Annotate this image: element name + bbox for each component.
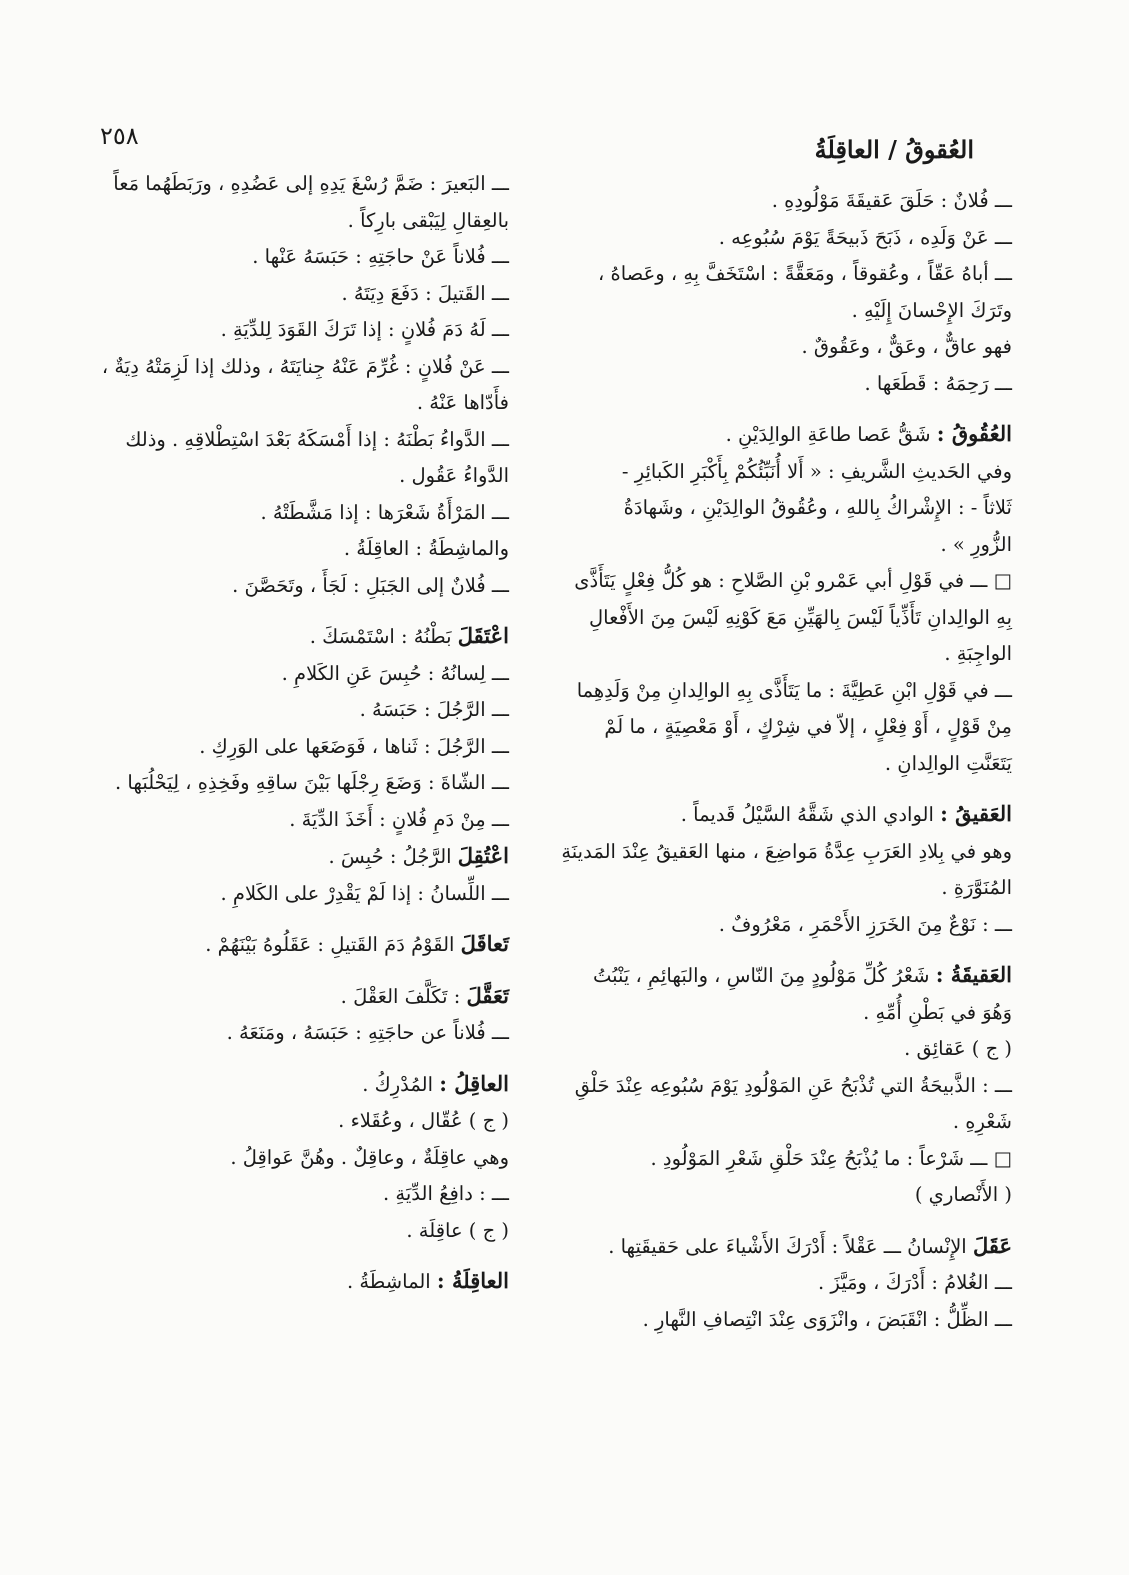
definition-text: وَهُوَ في بَطْنِ أُمِّهِ . xyxy=(863,1000,1012,1024)
definition-text: ـــ فُلاناً عن حاجَتِهِ : حَبَسَهُ ، ومَنَعَهُ . xyxy=(226,1021,509,1044)
headword: تَعَقَّلَ xyxy=(466,982,509,1008)
definition-text: بالعِقالِ لِيَبْقى بارِكاً . xyxy=(347,208,509,232)
definition-text: ـــ فُلانٌ إلى الجَبَلِ : لَجَأَ ، وتَحَصَّنَ . xyxy=(232,573,509,597)
definition-text: ـــ في قَوْلِ ابْنِ عَطِيَّةَ : ما يَتَأَذَّى بِهِ الوالِدانِ مِنْ وَلَدِهِما xyxy=(576,678,1012,702)
dictionary-line xyxy=(542,957,1012,995)
definition-text: والماشِطَةُ : العاقِلَةُ . xyxy=(343,537,509,560)
definition-text: وتَرَكَ الإِحْسانَ إِلَيْهِ . xyxy=(851,298,1012,322)
dictionary-line xyxy=(542,416,1012,454)
definition-text: : تَكَلَّفَ العَقْلَ . xyxy=(340,984,467,1008)
definition-text: ـــ الغُلامُ : أَدْرَكَ ، ومَيَّزَ . xyxy=(818,1271,1012,1294)
dictionary-line xyxy=(542,673,1012,710)
definition-text: ( ج ) عُقّال ، وعُقَلاء . xyxy=(338,1109,509,1132)
headword: العَقيقَةُ : xyxy=(935,962,1012,987)
dictionary-line xyxy=(542,870,1012,907)
definition-text: □ ـــ شَرْعاً : ما يُذْبَحُ عِنْدَ حَلْقِ شَعْرِ المَوْلُودِ . xyxy=(650,1146,1012,1170)
headword: عَقَلَ xyxy=(972,1232,1012,1258)
entry-gap xyxy=(542,402,1012,416)
definition-text: يَتَعَنَّتِ الوالِدانِ . xyxy=(884,751,1012,775)
definition-text: المُنَوَّرَةِ . xyxy=(941,876,1012,899)
dictionary-line xyxy=(64,458,509,495)
definition-text: الإِنْسانُ ـــ عَقْلاً : أَدْرَكَ الأَشْياءَ على حَقيقَتِها . xyxy=(608,1234,973,1258)
dictionary-line xyxy=(542,1031,1012,1068)
entry-gap xyxy=(64,912,509,926)
dictionary-line xyxy=(64,1263,509,1301)
dictionary-line xyxy=(64,802,509,839)
definition-text: الواجِبَةِ . xyxy=(944,642,1012,665)
dictionary-line xyxy=(64,692,509,729)
dictionary-line xyxy=(542,1068,1012,1105)
definition-text: شَعْرِهِ . xyxy=(952,1110,1012,1133)
dictionary-line xyxy=(542,746,1012,783)
dictionary-line xyxy=(64,239,509,276)
definition-text: ـــ الشّاةَ : وَضَعَ رِجْلَها بَيْنَ ساقِهِ وفَخِذِهِ ، لِيَحْلُبَها . xyxy=(115,771,509,794)
definition-text: ـــ : دافِعُ الدِّيَةِ . xyxy=(383,1182,509,1205)
dictionary-line xyxy=(64,495,509,532)
dictionary-line xyxy=(542,796,1012,834)
dictionary-line xyxy=(64,729,509,766)
definition-text: ـــ لِسانُهُ : حُبِسَ عَنِ الكَلامِ . xyxy=(281,661,509,685)
entry-gap xyxy=(542,943,1012,957)
entry-gap xyxy=(64,1249,509,1263)
definition-text: ـــ فُلانٌ : حَلَقَ عَقيقَةَ مَوْلُودِهِ . xyxy=(771,189,1012,212)
headword: اعْتَقَلَ xyxy=(457,623,509,648)
dictionary-line xyxy=(542,220,1012,257)
dictionary-line xyxy=(64,531,509,568)
definition-text: ـــ عَنْ فُلانٍ : غُرِّمَ عَنْهُ جِنايَتَهُ ، وذلك إذا لَزِمَتْهُ دِيَةٌ ، xyxy=(101,354,509,378)
definition-text: ـــ رَحِمَهُ : قَطَعَها . xyxy=(864,371,1012,395)
dictionary-line xyxy=(64,312,509,349)
definition-text: وفي الحَديثِ الشَّريفِ : « أَلا أُنَبِّئُكُمْ بِأَكْبَرِ الكَبائِرِ - xyxy=(621,459,1012,483)
dictionary-line xyxy=(542,834,1012,871)
definition-text: ـــ الرَّجُلَ : حَبَسَهُ . xyxy=(359,698,509,721)
dictionary-line xyxy=(542,995,1012,1032)
dictionary-line xyxy=(542,1177,1012,1214)
dictionary-line xyxy=(542,1228,1012,1266)
dictionary-line xyxy=(64,385,509,422)
definition-text: شَقُّ عَصا طاعَةِ الوالِدَيْنِ . xyxy=(725,423,937,446)
dictionary-line xyxy=(542,636,1012,673)
definition-text: ـــ : نَوْعٌ مِنَ الخَرَزِ الأَحْمَرِ ، مَعْرُوفٌ . xyxy=(718,912,1012,936)
headword: اعْتُقِلَ xyxy=(457,843,509,868)
dictionary-line xyxy=(64,349,509,386)
dictionary-line xyxy=(542,1104,1012,1141)
definition-text: ـــ اللِّسانُ : إذا لَمْ يَقْدِرْ على الكَلامِ . xyxy=(220,881,509,905)
dictionary-line xyxy=(64,422,509,459)
dictionary-line xyxy=(542,256,1012,293)
dictionary-line xyxy=(542,1265,1012,1302)
entry-gap xyxy=(64,964,509,978)
definition-text: ـــ فُلاناً عَنْ حاجَتِهِ : حَبَسَهُ عَنْها . xyxy=(252,245,509,268)
definition-text: ـــ عَنْ وَلَدِه ، ذَبَحَ ذَبيحَةً يَوْمَ سُبُوعِه . xyxy=(718,225,1012,249)
entry-gap xyxy=(64,1052,509,1066)
definition-text: الرَّجُلُ : حُبِسَ . xyxy=(328,845,458,868)
definition-text: ثَلاثاً - : الإِشْراكُ بِاللهِ ، وعُقُوقُ الوالِدَيْنِ ، وشَهادَةُ xyxy=(623,496,1012,519)
dictionary-line xyxy=(64,765,509,802)
definition-text: الزُّورِ » . xyxy=(940,532,1012,556)
dictionary-line xyxy=(64,568,509,605)
definition-text: القَوْمُ دَمَ القَتيلِ : عَقَلُوهُ بَيْنَهُمْ . xyxy=(205,933,461,956)
dictionary-line xyxy=(542,366,1012,403)
definition-text: بَطْنُهُ : اسْتَمْسَكَ . xyxy=(309,625,458,648)
headword: العاقِلَةُ : xyxy=(436,1268,509,1293)
entry-gap xyxy=(542,782,1012,796)
headword: تَعاقَلَ xyxy=(460,931,509,956)
definition-text: بِهِ الوالِدانِ تَأَذِّياً لَيْسَ بِالهَيِّنِ مَعَ كَوْنِهِ لَيْسَ مِنَ الأَفْعالِ xyxy=(589,605,1012,629)
dictionary-line xyxy=(64,978,509,1016)
definition-text: فهو عاقٌّ ، وعَقٌّ ، وعَقُوقٌ . xyxy=(801,335,1012,358)
definition-text: ( ج ) عاقِلَة . xyxy=(406,1218,509,1242)
dictionary-line xyxy=(64,1066,509,1104)
definition-text: ـــ المَرْأَةُ شَعْرَها : إذا مَشَّطَتْهُ . xyxy=(260,500,509,524)
definition-text: ـــ القَتيلَ : دَفَعَ دِيَتَهُ . xyxy=(341,281,509,305)
definition-text: ـــ الدَّواءُ بَطْنَهُ : إذا أَمْسَكَهُ بَعْدَ اسْتِطْلاقِهِ . وذلك xyxy=(125,427,509,451)
definition-text: ـــ لَهُ دَمَ فُلانٍ : إذا تَرَكَ القَوَدَ لِلدِّيَةِ . xyxy=(220,318,509,341)
dictionary-line xyxy=(64,1103,509,1140)
definition-text: □ ـــ في قَوْلِ أبي عَمْرو بْنِ الصَّلاحِ : هو كُلُّ فِعْلٍ يَتَأَذَّى xyxy=(574,569,1012,592)
definition-text: ـــ البَعيرَ : ضَمَّ رُسْغَ يَدِهِ إلى عَضُدِهِ ، ورَبَطَهُما مَعاً xyxy=(113,172,509,195)
dictionary-line xyxy=(542,907,1012,944)
left-column xyxy=(64,166,509,1301)
dictionary-line xyxy=(542,527,1012,564)
headword: العاقِلُ : xyxy=(439,1070,509,1096)
dictionary-line xyxy=(64,1213,509,1250)
dictionary-line xyxy=(542,563,1012,600)
dictionary-line xyxy=(542,1302,1012,1339)
dictionary-line xyxy=(542,329,1012,366)
definition-text: الماشِطَةُ . xyxy=(346,1270,437,1293)
definition-text: ـــ الرَّجُلَ : ثَناها ، فَوَضَعَها على الوَرِكِ . xyxy=(199,734,509,758)
dictionary-line xyxy=(64,1140,509,1177)
definition-text: ( الأَنْصاري ) xyxy=(914,1183,1012,1206)
dictionary-line xyxy=(542,293,1012,330)
dictionary-line xyxy=(64,1176,509,1213)
dictionary-line xyxy=(542,600,1012,637)
dictionary-line xyxy=(64,276,509,313)
dictionary-line xyxy=(64,656,509,693)
dictionary-line xyxy=(542,1141,1012,1178)
definition-text: المُدْرِكُ . xyxy=(362,1072,440,1096)
page-number: ٢٥٨ xyxy=(100,122,139,150)
definition-text: ـــ الظِّلُّ : انْقَبَضَ ، وانْزَوَى عِنْدَ انْتِصافِ النَّهارِ . xyxy=(642,1307,1012,1331)
definition-text: وهي عاقِلَةٌ ، وعاقِلٌ . وهُنَّ عَواقِلُ . xyxy=(230,1145,509,1169)
right-column xyxy=(542,183,1012,1338)
dictionary-line xyxy=(64,926,509,964)
dictionary-line xyxy=(542,183,1012,220)
definition-text: مِنْ قَوْلٍ ، أَوْ فِعْلٍ ، إلاّ في شِرْكٍ ، أَوْ مَعْصِيَةٍ ، ما لَمْ xyxy=(604,715,1012,738)
definition-text: ـــ أباهُ عَقّاً ، وعُقوقاً ، ومَعَقَّةً : اسْتَخَفَّ بِهِ ، وعَصاهُ ، xyxy=(598,262,1012,285)
definition-text: ـــ مِنْ دَمِ فُلانٍ : أَخَذَ الدِّيَةَ . xyxy=(289,807,509,831)
definition-text: شَعْرُ كُلِّ مَوْلُودٍ مِنَ النّاسِ ، والبَهائِمِ ، يَنْبُتُ xyxy=(592,964,936,987)
dictionary-line xyxy=(64,618,509,656)
dictionary-line xyxy=(542,709,1012,746)
dictionary-line xyxy=(64,838,509,876)
definition-text: الوادي الذي شَقَّهُ السَّيْلُ قَديماً . xyxy=(680,803,941,826)
dictionary-line xyxy=(542,490,1012,527)
headword: العُقُوقُ : xyxy=(936,421,1012,446)
definition-text: فأَدّاها عَنْهُ . xyxy=(416,391,509,414)
entry-gap xyxy=(64,604,509,618)
dictionary-line xyxy=(64,166,509,203)
definition-text: ( ج ) عَقائِق . xyxy=(904,1037,1012,1060)
definition-text: ـــ : الذَّبيحَةُ التي تُذْبَحُ عَنِ المَوْلُودِ يَوْمَ سُبُوعِه عِنْدَ حَلْقِ xyxy=(574,1073,1012,1097)
definition-text: وهو في بِلادِ العَرَبِ عِدَّةُ مَواضِعَ ، منها العَقيقُ عِنْدَ المَدينَةِ xyxy=(561,839,1012,863)
dictionary-line xyxy=(64,1015,509,1052)
headword: العَقيقُ : xyxy=(940,801,1012,826)
definition-text: الدَّواءُ عَقُول . xyxy=(399,464,509,487)
dictionary-line xyxy=(64,876,509,913)
dictionary-line xyxy=(542,454,1012,491)
dictionary-line xyxy=(64,203,509,240)
entry-gap xyxy=(542,1214,1012,1228)
page-title: العُقوقُ / العاقِلَةُ xyxy=(814,135,974,164)
